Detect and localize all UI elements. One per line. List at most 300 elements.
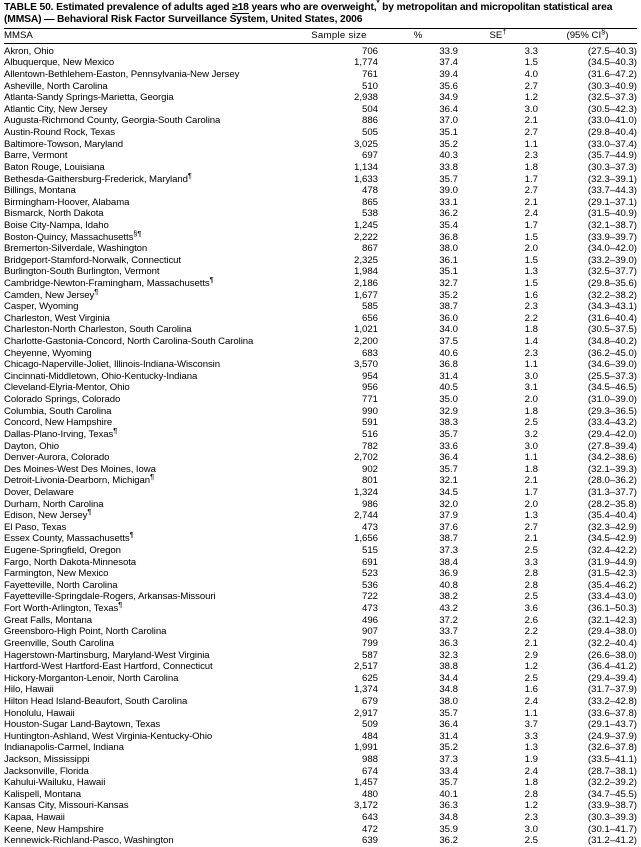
cell-percent: 37.6 (439, 521, 458, 533)
cell-percent: 35.7 (439, 428, 458, 440)
mmsa-name-label: Birmingham-Hoover, Alabama (4, 196, 130, 208)
cell-sample-size: 473 (361, 521, 378, 533)
mmsa-name-label: Bridgeport-Stamford-Norwalk, Connecticut (4, 254, 182, 266)
row-footnote-marker: ¶ (150, 472, 154, 482)
cell-percent: 36.4 (439, 103, 458, 115)
cell-sample-size: 1,677 (353, 289, 378, 301)
cell-percent: 35.2 (439, 138, 458, 150)
mmsa-name-label: Jackson, Mississippi (4, 753, 90, 765)
table-row (4, 336, 637, 348)
cell-percent: 32.7 (439, 278, 458, 289)
cell-se: 1.5 (524, 278, 538, 289)
cell-percent: 38.4 (439, 556, 458, 568)
cell-mmsa-name (4, 472, 300, 487)
cell-mmsa-name (4, 162, 300, 174)
cell-se: 2.5 (524, 591, 538, 603)
table-title (4, 2, 637, 27)
cell-ci: (34.5–46.5) (587, 382, 637, 394)
table-row (4, 425, 637, 441)
mmsa-name-label: Cheyenne, Wyoming (4, 347, 92, 359)
table-row (4, 719, 637, 731)
mmsa-name-label: Charlotte-Gastonia-Concord, North Carolina-South Carolina (4, 336, 254, 348)
cell-ci: (29.4–39.4) (587, 672, 637, 684)
cell-sample-size: 484 (361, 730, 378, 742)
cell-sample-size: 679 (361, 695, 378, 707)
cell-mmsa-name (4, 742, 300, 754)
table-row (4, 208, 637, 220)
cell-mmsa-name (4, 382, 300, 394)
cell-sample-size: 771 (361, 394, 378, 406)
cell-se: 3.0 (524, 370, 538, 382)
cell-ci: (29.8–40.4) (587, 127, 637, 139)
cell-percent: 35.9 (439, 823, 458, 835)
cell-sample-size: 956 (361, 382, 378, 394)
cell-sample-size: 656 (361, 312, 378, 324)
cell-percent: 35.2 (439, 742, 458, 754)
table-row (4, 800, 637, 812)
table-row (4, 754, 637, 766)
cell-percent: 35.1 (439, 127, 458, 139)
cell-percent: 37.0 (439, 115, 458, 127)
cell-ci: (31.7–37.9) (587, 684, 637, 696)
cell-percent: 38.7 (439, 301, 458, 313)
cell-se: 3.3 (524, 45, 538, 57)
row-footnote-marker: ¶ (94, 286, 99, 296)
cell-mmsa-name (4, 673, 300, 685)
cell-sample-size: 504 (361, 103, 378, 115)
mmsa-name-label: Hickory-Morganton-Lenoir, North Carolina (4, 672, 179, 684)
cell-ci: (29.3–36.5) (587, 405, 637, 417)
cell-ci: (29.1–43.7) (587, 719, 637, 731)
cell-mmsa-name (4, 371, 300, 383)
cell-ci: (32.5–37.3) (587, 92, 637, 104)
cell-mmsa-name (4, 406, 300, 418)
row-footnote-marker: ¶ (118, 599, 123, 609)
cell-mmsa-name (4, 301, 300, 313)
cell-sample-size: 902 (361, 463, 378, 475)
cell-mmsa-name (4, 57, 300, 69)
cell-sample-size: 990 (361, 405, 378, 417)
cell-sample-size: 2,938 (353, 92, 378, 104)
cell-ci: (33.2–39.0) (587, 254, 637, 266)
mmsa-name-label: Kansas City, Missouri-Kansas (4, 800, 129, 812)
cell-mmsa-name (4, 243, 300, 255)
row-footnote-marker: ¶ (209, 274, 214, 284)
cell-se: 3.0 (524, 823, 538, 835)
mmsa-name-label: Kapaa, Hawaii (4, 812, 65, 824)
cell-mmsa-name (4, 220, 300, 232)
cell-percent: 35.7 (439, 777, 458, 789)
cell-se: 1.8 (524, 777, 538, 789)
cell-se: 2.0 (524, 243, 538, 255)
cell-sample-size: 1,984 (353, 266, 378, 278)
cell-sample-size: 472 (361, 823, 378, 835)
mmsa-name-label: Hilton Head Island-Beaufort, South Carolina (4, 695, 188, 707)
cell-sample-size: 722 (361, 591, 378, 603)
cell-ci: (31.9–44.9) (587, 556, 637, 568)
mmsa-name-label: Denver-Aurora, Colorado (4, 452, 110, 464)
column-header-ci-label: (95% CI (566, 29, 602, 41)
cell-se: 2.1 (524, 533, 538, 545)
cell-sample-size: 1,633 (353, 173, 378, 185)
cell-ci: (27.8–39.4) (587, 440, 637, 452)
cell-percent: 38.7 (439, 533, 458, 545)
cell-se: 3.1 (524, 382, 538, 394)
mmsa-name-label: Columbia, South Carolina (4, 405, 112, 417)
cell-sample-size: 867 (361, 243, 378, 255)
cell-se: 1.4 (524, 336, 538, 348)
cell-percent: 36.3 (439, 637, 458, 649)
cell-se: 2.9 (524, 649, 538, 661)
mmsa-name-label: Honolulu, Hawaii (4, 707, 75, 719)
cell-percent: 39.4 (439, 69, 458, 81)
table-row (4, 696, 637, 708)
cell-sample-size: 473 (361, 603, 378, 615)
cell-ci: (33.9–39.7) (587, 231, 637, 243)
cell-mmsa-name (4, 197, 300, 209)
cell-ci: (32.6–37.8) (587, 742, 637, 754)
mmsa-name-label: Greensboro-High Point, North Carolina (4, 626, 167, 638)
cell-mmsa-name (4, 115, 300, 127)
cell-se: 2.5 (524, 545, 538, 557)
cell-percent: 36.9 (439, 568, 458, 580)
cell-ci: (30.3–37.3) (587, 161, 637, 173)
cell-mmsa-name (4, 150, 300, 162)
cell-ci: (25.5–37.3) (587, 370, 637, 382)
cell-ci: (31.6–40.4) (587, 312, 637, 324)
mmsa-name-label: Atlantic City, New Jersey (4, 103, 108, 115)
cell-ci: (34.6–39.0) (587, 359, 637, 371)
table-row (4, 638, 637, 650)
cell-mmsa-name (4, 92, 300, 104)
cell-sample-size: 3,570 (353, 359, 378, 371)
table-row (4, 394, 637, 406)
cell-sample-size: 761 (361, 69, 378, 81)
mmsa-name-label: Des Moines-West Des Moines, Iowa (4, 463, 156, 475)
cell-sample-size: 643 (361, 812, 378, 824)
cell-percent: 36.1 (439, 254, 458, 266)
cell-mmsa-name (4, 266, 300, 278)
cell-sample-size: 515 (361, 545, 378, 557)
cell-ci: (33.0–37.4) (587, 138, 637, 150)
cell-ci: (31.2–41.2) (587, 835, 637, 847)
cell-sample-size: 907 (361, 626, 378, 638)
table-row (4, 557, 637, 569)
cell-se: 2.4 (524, 765, 538, 777)
cell-mmsa-name (4, 557, 300, 569)
cell-mmsa-name (4, 684, 300, 696)
mmsa-name-label: Charleston, West Virginia (4, 312, 110, 324)
cell-percent: 31.4 (439, 370, 458, 382)
table-title-line1-part-a: TABLE 50. Estimated prevalence of adults aged (4, 2, 233, 13)
cell-ci: (33.2–42.8) (587, 695, 637, 707)
table-title-line1-part-c: by metropolitan and micropolitan statistical area (379, 2, 613, 13)
cell-ci: (32.4–42.2) (587, 545, 637, 557)
cell-ci: (33.4–43.0) (587, 591, 637, 603)
cell-sample-size: 2,200 (353, 336, 378, 348)
cell-mmsa-name (4, 255, 300, 267)
cell-ci: (36.1–50.3) (587, 603, 637, 615)
cell-se: 1.7 (524, 173, 538, 185)
mmsa-name-label: Camden, New Jersey (4, 289, 95, 301)
cell-mmsa-name (4, 719, 300, 731)
cell-sample-size: 510 (361, 80, 378, 92)
mmsa-name-label: Akron, Ohio (4, 45, 54, 57)
column-header-mmsa: MMSA (4, 29, 33, 41)
cell-percent: 37.2 (439, 614, 458, 626)
column-header-sample-size: Sample size (311, 29, 367, 41)
cell-se: 3.2 (524, 428, 538, 440)
cell-ci: (36.2–45.0) (587, 347, 637, 359)
cell-ci: (33.6–37.8) (587, 707, 637, 719)
cell-se: 1.3 (524, 742, 538, 754)
cell-se: 2.4 (524, 695, 538, 707)
table-row (4, 789, 637, 801)
cell-se: 2.5 (524, 672, 538, 684)
cell-se: 2.4 (524, 208, 538, 220)
table-row (4, 243, 637, 255)
cell-mmsa-name (4, 228, 300, 244)
cell-mmsa-name (4, 104, 300, 116)
row-footnote-marker: §¶ (133, 228, 142, 238)
cell-mmsa-name (4, 708, 300, 720)
mmsa-name-label: Farmington, New Mexico (4, 568, 109, 580)
mmsa-name-label: Colorado Springs, Colorado (4, 394, 121, 406)
cell-ci: (30.5–37.5) (587, 324, 637, 336)
cell-se: 3.0 (524, 440, 538, 452)
cell-se: 3.6 (524, 603, 538, 615)
cell-ci: (32.1–42.3) (587, 614, 637, 626)
cell-se: 2.3 (524, 301, 538, 313)
mmsa-name-label: Asheville, North Carolina (4, 80, 108, 92)
cell-percent: 36.2 (439, 208, 458, 220)
mmsa-name-label: Huntington-Ashland, West Virginia-Kentucky-Ohio (4, 730, 213, 742)
cell-percent: 34.4 (439, 672, 458, 684)
cell-se: 2.7 (524, 127, 538, 139)
table-row (4, 92, 637, 104)
cell-se: 2.3 (524, 347, 538, 359)
cell-percent: 33.4 (439, 765, 458, 777)
cell-se: 2.1 (524, 637, 538, 649)
cell-mmsa-name (4, 599, 300, 615)
cell-percent: 36.3 (439, 800, 458, 812)
cell-se: 2.6 (524, 614, 538, 626)
cell-se: 1.2 (524, 800, 538, 812)
cell-se: 3.7 (524, 719, 538, 731)
column-header-ci (538, 26, 637, 42)
cell-ci: (31.0–39.0) (587, 394, 637, 406)
cell-ci: (34.7–45.5) (587, 788, 637, 800)
cell-percent: 40.1 (439, 788, 458, 800)
mmsa-name-label: Charleston-North Charleston, South Carolina (4, 324, 192, 336)
cell-mmsa-name (4, 359, 300, 371)
cell-percent: 34.8 (439, 812, 458, 824)
mmsa-name-label: Essex County, Massachusetts (4, 533, 130, 545)
cell-percent: 35.7 (439, 173, 458, 185)
table-row (4, 487, 637, 499)
cell-se: 3.0 (524, 103, 538, 115)
mmsa-name-label: Kalispell, Montana (4, 788, 81, 800)
cell-se: 1.1 (524, 138, 538, 150)
cell-mmsa-name (4, 835, 300, 847)
cell-percent: 33.8 (439, 161, 458, 173)
cell-sample-size: 523 (361, 568, 378, 580)
cell-mmsa-name (4, 417, 300, 429)
cell-sample-size: 691 (361, 556, 378, 568)
cell-percent: 36.8 (439, 359, 458, 371)
cell-ci: (31.5–40.9) (587, 208, 637, 220)
table-row (4, 266, 637, 278)
mmsa-name-label: Allentown-Bethlehem-Easton, Pennsylvania-New Jersey (4, 69, 240, 81)
table-row (4, 545, 637, 557)
mmsa-name-label: Hagerstown-Martinsburg, Maryland-West Virginia (4, 649, 210, 661)
table-row (4, 626, 637, 638)
asterisk-footnote-marker: * (376, 0, 380, 8)
table-row (4, 661, 637, 673)
column-header-percent: % (413, 29, 423, 41)
cell-mmsa-name (4, 441, 300, 453)
mmsa-name-label: Chicago-Naperville-Joliet, Illinois-Indiana-Wisconsin (4, 359, 220, 371)
mmsa-name-label: Cambridge-Newton-Framingham, Massachusetts (4, 278, 210, 289)
mmsa-name-label: Barre, Vermont (4, 150, 68, 162)
table-row (4, 499, 637, 511)
row-footnote-marker: ¶ (187, 170, 192, 180)
table-row (4, 708, 637, 720)
cell-sample-size: 1,021 (353, 324, 378, 336)
cell-percent: 38.3 (439, 417, 458, 429)
cell-se: 1.9 (524, 753, 538, 765)
cell-percent: 35.6 (439, 80, 458, 92)
table-row (4, 742, 637, 754)
mmsa-name-label: Kennewick-Richland-Pasco, Washington (4, 835, 174, 847)
table-row (4, 580, 637, 592)
cell-ci: (26.6–38.0) (587, 649, 637, 661)
table-row (4, 197, 637, 209)
table-row (4, 530, 637, 545)
table-row (4, 417, 637, 429)
cell-se: 2.8 (524, 579, 538, 591)
cell-mmsa-name (4, 487, 300, 499)
cell-sample-size: 801 (361, 475, 378, 487)
cell-sample-size: 1,774 (353, 57, 378, 69)
cell-ci: (29.4–38.0) (587, 626, 637, 638)
mmsa-name-label: Bismarck, North Dakota (4, 208, 104, 220)
cell-mmsa-name (4, 824, 300, 836)
table-row (4, 286, 637, 302)
cell-se: 2.8 (524, 568, 538, 580)
cell-mmsa-name (4, 696, 300, 708)
cell-sample-size: 3,025 (353, 138, 378, 150)
cell-mmsa-name (4, 766, 300, 778)
table-row (4, 568, 637, 580)
cell-percent: 43.2 (439, 603, 458, 615)
cell-sample-size: 1,374 (353, 684, 378, 696)
cell-ci: (29.8–35.6) (587, 278, 637, 289)
cell-se: 2.5 (524, 417, 538, 429)
cell-percent: 35.2 (439, 289, 458, 301)
table-header-row (4, 26, 637, 43)
cell-mmsa-name (4, 754, 300, 766)
cell-mmsa-name (4, 425, 300, 441)
mmsa-name-label: Great Falls, Montana (4, 614, 92, 626)
cell-sample-size: 782 (361, 440, 378, 452)
row-footnote-marker: ¶ (113, 425, 118, 435)
cell-mmsa-name (4, 626, 300, 638)
cell-sample-size: 496 (361, 614, 378, 626)
cell-percent: 33.6 (439, 440, 458, 452)
cell-percent: 37.3 (439, 545, 458, 557)
cell-ci: (28.7–38.1) (587, 765, 637, 777)
cell-sample-size: 2,325 (353, 254, 378, 266)
cell-mmsa-name (4, 394, 300, 406)
mmsa-name-label: Dayton, Ohio (4, 440, 60, 452)
cell-ci: (33.4–43.2) (587, 417, 637, 429)
table-row (4, 228, 637, 244)
cell-percent: 38.0 (439, 695, 458, 707)
cell-se: 1.3 (524, 266, 538, 278)
cell-percent: 37.3 (439, 753, 458, 765)
cell-mmsa-name (4, 499, 300, 511)
cell-sample-size: 1,457 (353, 777, 378, 789)
cell-mmsa-name (4, 615, 300, 627)
cell-percent: 32.9 (439, 405, 458, 417)
cell-se: 2.8 (524, 788, 538, 800)
cell-sample-size: 865 (361, 196, 378, 208)
table-row (4, 835, 637, 847)
cell-percent: 40.5 (439, 382, 458, 394)
mmsa-name-label: Fort Worth-Arlington, Texas (4, 603, 119, 615)
table-row (4, 162, 637, 174)
cell-percent: 32.1 (439, 475, 458, 487)
mmsa-name-label: Fayetteville, North Carolina (4, 579, 118, 591)
cell-mmsa-name (4, 324, 300, 336)
table-row (4, 464, 637, 476)
cell-sample-size: 1,656 (353, 533, 378, 545)
table-row (4, 104, 637, 116)
table-row (4, 615, 637, 627)
cell-se: 1.5 (524, 231, 538, 243)
cell-percent: 40.8 (439, 579, 458, 591)
cell-percent: 38.0 (439, 243, 458, 255)
mmsa-name-label: Cleveland-Elyria-Mentor, Ohio (4, 382, 130, 394)
mmsa-name-label: Casper, Wyoming (4, 301, 79, 313)
mmsa-name-label: Edison, New Jersey (4, 510, 88, 522)
cell-percent: 35.4 (439, 219, 458, 231)
cell-ci: (30.5–42.3) (587, 103, 637, 115)
mmsa-name-label: Baltimore-Towson, Maryland (4, 138, 123, 150)
mmsa-name-label: Keene, New Hampshire (4, 823, 104, 835)
cell-mmsa-name (4, 208, 300, 220)
mmsa-name-label: Durham, North Carolina (4, 498, 104, 510)
table-row (4, 591, 637, 603)
cell-se: 1.8 (524, 463, 538, 475)
dagger-footnote-marker: † (502, 26, 507, 36)
table-row (4, 115, 637, 127)
mmsa-name-label: Billings, Montana (4, 185, 76, 197)
cell-mmsa-name (4, 522, 300, 534)
mmsa-name-label: Jacksonville, Florida (4, 765, 89, 777)
cell-sample-size: 591 (361, 417, 378, 429)
cell-mmsa-name (4, 661, 300, 673)
cell-ci: (32.5–37.7) (587, 266, 637, 278)
mmsa-name-label: Austin-Round Rock, Texas (4, 127, 115, 139)
cell-sample-size: 509 (361, 719, 378, 731)
cell-percent: 33.7 (439, 626, 458, 638)
cell-mmsa-name (4, 185, 300, 197)
cell-sample-size: 2,917 (353, 707, 378, 719)
cell-percent: 33.1 (439, 196, 458, 208)
column-header-ci-close: ) (605, 29, 609, 41)
